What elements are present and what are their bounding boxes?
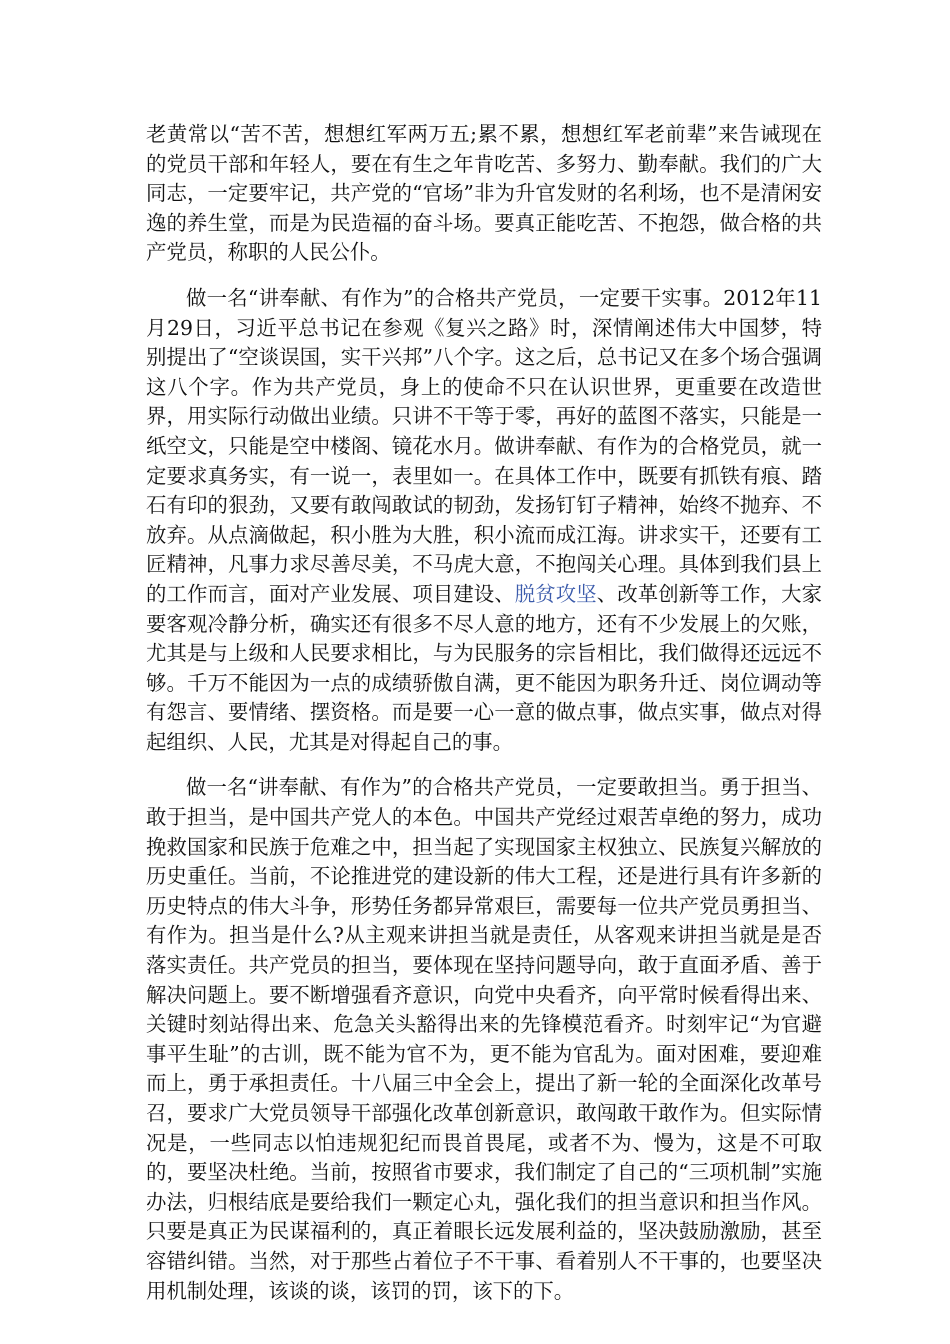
paragraph-take-responsibility: 做一名“讲奉献、有作为”的合格共产党员，一定要敢担当。勇于担当、敢于担当，是中国共产党人的本色。中国共产党经过艰苦卓绝的努力，成功挽救国家和民族于危难之中，担当起了实现国家主权独立、民族复兴解放的历史重任。当前，不论推进党的建设新的伟大工程，还是进行具有许多新的历史特点的伟大斗争，形势任务都异常艰巨，需要每一位共产党员勇担当、有作为。担当是什么?从主观来讲担当就是责任，从客观来讲担当就是是否落实责任。共产党员的担当，要体现在坚持问题导向，敢于直面矛盾、善于解决问题上。要不断增强看齐意识，向党中央看齐，向平常时候看得出来、关键时刻站得出来、危急关头豁得出来的先锋模范看齐。时刻牢记“为官避事平生耻”的古训，既不能为官不为，更不能为官乱为。面对困难，要迎难而上，勇于承担责任。十八届三中全会上，提出了新一轮的全面深化改革号召，要求广大党员领导干部强化改革创新意识，敢闯敢干敢作为。但实际情况是，一些同志以怕违规犯纪而畏首畏尾，或者不为、慢为，这是不可取的，要坚决杜绝。当前，按照省市要求，我们制定了自己的“三项机制”实施办法，归根结底是要给我们一颗定心丸，强化我们的担当意识和担当作风。只要是真正为民谋福利的，真正着眼长远发展利益的，坚决鼓励激励，甚至容错纠错。当然，对于那些占着位子不干事、看着别人不干事的，也要坚决用机制处理，该谈的谈，该罚的罚，该下的下。 (146, 775, 822, 1303)
paragraph-text-after-link: 、改革创新等工作，大家要客观冷静分析，确实还有很多不尽人意的地方，还有不少发展上的欠账，尤其是与上级和人民要求相比，与为民服务的宗旨相比，我们做得还远远不够。千万不能因为一点的成绩骄傲自满，更不能因为职务升迁、岗位调动等有怨言、要情绪、摆资格。而是要一心一意的做点事，做点实事，做点对得起组织、人民，尤其是对得起自己的事。 (146, 581, 823, 754)
paragraph-hard-work: 老黄常以“苦不苦，想想红军两万五;累不累，想想红军老前辈”来告诫现在的党员干部和年轻人，要在有生之年肯吃苦、多努力、勤奉献。我们的广大同志，一定要牢记，共产党的“官场”非为升官发财的名利场，也不是清闲安逸的养生堂，而是为民造福的奋斗场。要真正能吃苦、不抱怨，做合格的共产党员，称职的人民公仆。 (146, 122, 822, 265)
document-page (146, 120, 822, 1322)
poverty-alleviation-link[interactable]: 脱贫攻坚 (514, 581, 597, 606)
paragraph-text-before-link: 做一名“讲奉献、有作为”的合格共产党员，一定要干实事。2012年11月29日，习近平总书记在参观《复兴之路》时，深情阐述伟大中国梦，特别提出了“空谈误国，实干兴邦”八个字。这之后，总书记又在多个场合强调这八个字。作为共产党员，身上的使命不只在认识世界，更重要在改造世界，用实际行动做出业绩。只讲不干等于零，再好的蓝图不落实，只能是一纸空文，只能是空中楼阁、镜花水月。做讲奉献、有作为的合格党员，就一定要求真务实，有一说一，表里如一。在具体工作中，既要有抓铁有痕、踏石有印的狠劲，又要有敢闯敢试的韧劲，发扬钉钉子精神，始终不抛弃、不放弃。从点滴做起，积小胜为大胜，积小流而成江海。讲求实干，还要有工匠精神，凡事力求尽善尽美，不马虎大意，不抱闯关心理。具体到我们县上的工作而言，面对产业发展、项目建设、 (146, 285, 822, 606)
paragraph-do-real-work (146, 284, 822, 758)
